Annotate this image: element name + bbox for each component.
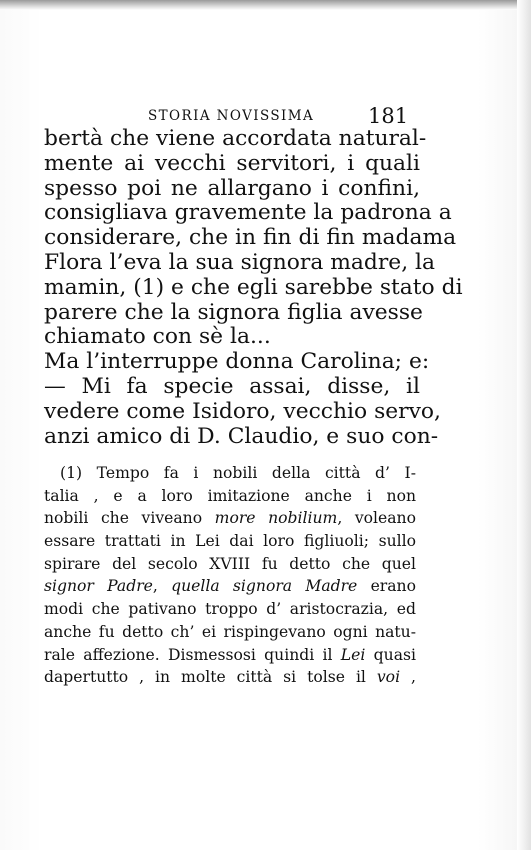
footnote-text: anche fu detto ch’ ei rispingevano ogni natu- (44, 622, 416, 641)
running-head-title: STORIA NOVISSIMA (148, 108, 315, 124)
footnote-line (44, 575, 416, 598)
body-line: spesso poi ne allargano i confini, (44, 175, 420, 201)
body-line: Ma l’interruppe donna Carolina; e: (44, 349, 430, 375)
footnote-text: , (400, 668, 416, 687)
footnote-text: quasi (365, 645, 416, 664)
body-line: mamin, (1) e che egli sarebbe stato di (44, 274, 463, 300)
footnote-line (44, 462, 416, 485)
body-line: — Mi fa specie assai, disse, il (44, 373, 420, 399)
footnote-line (44, 507, 416, 530)
footnote-italic: more nobilium (214, 509, 338, 528)
page-gutter-shadow (517, 0, 531, 850)
body-text (44, 126, 463, 449)
body-line: anzi amico di D. Claudio, e suo con- (44, 423, 439, 449)
footnote-text: modi che pativano troppo d’ aristocrazia, ed (44, 600, 416, 619)
footnote-text: dapertutto , in molte città si tolse il (44, 668, 377, 687)
body-line: parere che la signora figlia avesse (44, 299, 423, 325)
footnote-text: spirare del secolo XVIII fu detto che quel (44, 554, 416, 573)
footnote-italic: Lei (340, 645, 366, 664)
footnote-text: Tempo fa i nobili della città d’ I- (96, 464, 416, 482)
body-line: bertà che viene accordata natural- (44, 126, 427, 151)
footnote-line (44, 485, 416, 508)
footnote-italic: signor Padre (44, 577, 153, 596)
footnote-text: talia , e a loro imitazione anche i non (44, 486, 416, 505)
body-line: vedere come Isidoro, vecchio servo, (44, 398, 441, 424)
footnote (44, 462, 416, 689)
body-line: Flora l’eva la sua signora madre, la (44, 249, 436, 275)
body-line: consigliava gravemente la padrona a (44, 200, 452, 226)
footnote-text: erano (357, 577, 416, 596)
footnote-text: , voleano (337, 509, 416, 528)
footnote-text: essare trattati in Lei dai loro figliuoli; sullo (44, 532, 416, 551)
footnote-line (44, 553, 416, 576)
footnote-italic: quella signora Madre (171, 577, 358, 596)
footnote-italic: voi (376, 668, 401, 687)
body-line: chiamato con sè la... (44, 324, 271, 350)
page-number: 181 (368, 104, 409, 128)
footnote-marker: (1) (60, 464, 83, 482)
footnote-text: rale affezione. Dismessosi quindi il (44, 645, 341, 664)
footnote-text: nobili che viveano (44, 509, 215, 528)
footnote-text: , (152, 577, 172, 596)
footnote-line (44, 598, 416, 621)
footnote-line (44, 530, 416, 553)
body-line: considerare, che in fin di fin madama (44, 225, 457, 251)
body-line: mente ai vecchi servitori, i quali (44, 150, 420, 176)
running-head (148, 104, 428, 128)
footnote-line (44, 621, 416, 644)
footnote-line (44, 644, 416, 667)
footnote-line (44, 666, 416, 689)
page-top-edge (0, 0, 531, 10)
